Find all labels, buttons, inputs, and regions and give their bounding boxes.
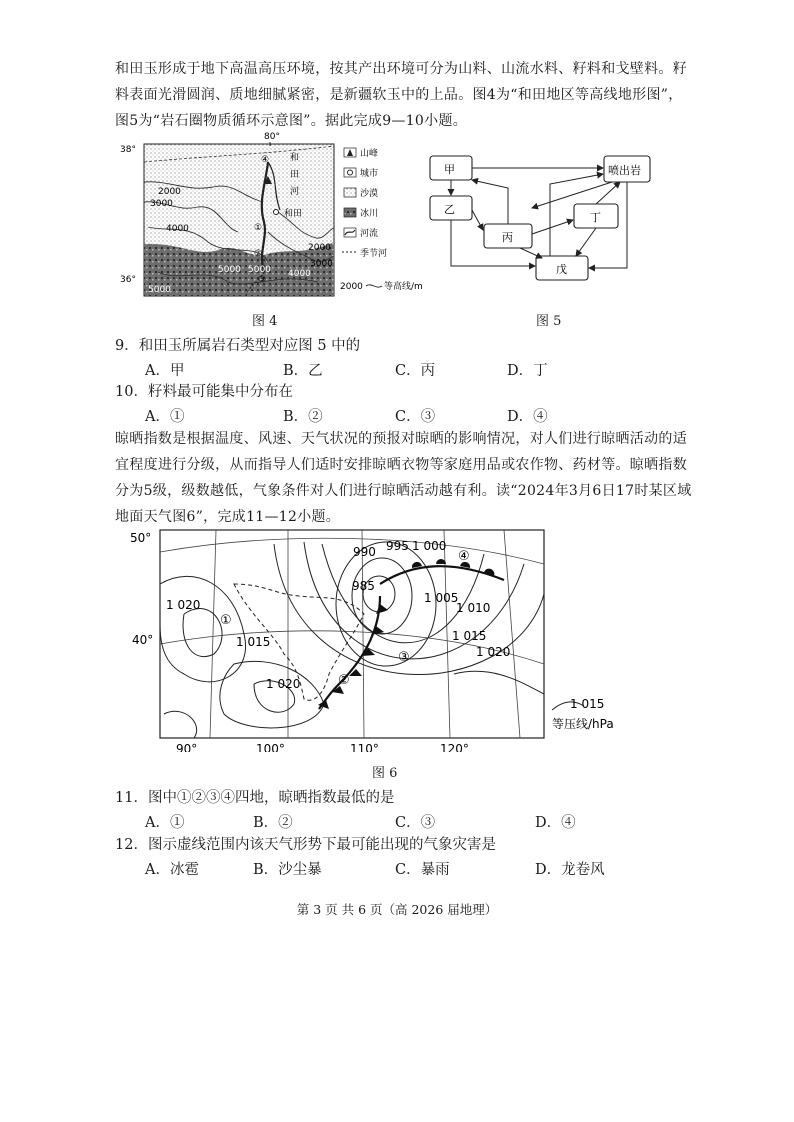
isobar-985: 985 <box>352 579 375 593</box>
contour-label: 4000 <box>288 269 311 279</box>
lon-90: 90° <box>176 742 198 752</box>
label-yi: 乙 <box>444 203 455 216</box>
q11-option-a[interactable]: A．① <box>145 815 185 831</box>
q10-option-d[interactable]: D．④ <box>507 409 548 425</box>
label-extrusive-rock: 喷出岩 <box>608 164 641 177</box>
legend-river: 河流 <box>360 229 379 239</box>
legend-city-icon <box>348 170 353 175</box>
q9-option-a[interactable]: A．甲 <box>145 363 185 379</box>
isobar-995: 995 <box>386 539 409 553</box>
contour-label: 5000 <box>218 265 241 275</box>
q10-option-c[interactable]: C．③ <box>395 409 436 425</box>
passage-hetian-jade: 和田玉形成于地下高温高压环境，按其产出环境可分为山料、山流水料、籽料和戈壁料。籽料表面光滑圆润、质地细腻紧密，是新疆软玉中的上品。图4为“和田地区等高线地形图”，图5为“岩石圈物质循环示意图”。据此完成9—10小题。 <box>115 61 687 129</box>
lat-40: 40° <box>132 633 154 647</box>
figure-4-caption: 图 4 <box>252 314 278 329</box>
question-9-stem: 9．和田玉所属岩石类型对应图 5 中的 <box>115 338 361 354</box>
city-icon <box>274 210 279 215</box>
question-11-stem: 11．图中①②③④四地，晾晒指数最低的是 <box>115 790 395 806</box>
lat-38: 38° <box>120 145 136 155</box>
figure-6-weather-map <box>124 524 644 752</box>
isobar-1000: 1 000 <box>412 539 447 553</box>
lat-36: 36° <box>120 275 136 285</box>
contour-label: 3000 <box>310 259 333 269</box>
legend-isobar-label: 等压线/hPa <box>552 717 614 731</box>
lon-100: 100° <box>256 742 285 752</box>
isobar-1020-south: 1 020 <box>266 677 301 691</box>
isobar-1020-east: 1 020 <box>476 645 511 659</box>
figure-5-caption: 图 5 <box>536 314 562 329</box>
figure-6-caption: 图 6 <box>372 766 398 781</box>
label-jia: 甲 <box>444 163 455 176</box>
page-footer: 第 3 页 共 6 页（高 2026 届地理） <box>296 902 498 917</box>
figure-4-contour-map <box>118 132 438 304</box>
q9-option-c[interactable]: C．丙 <box>395 363 436 379</box>
question-12-stem: 12．图示虚线范围内该天气形势下最可能出现的气象灾害是 <box>115 837 496 853</box>
legend-contour: 等高线/m <box>384 282 423 292</box>
site-2: ② <box>338 673 350 688</box>
q9-option-d[interactable]: D．丁 <box>507 363 548 379</box>
q11-option-b[interactable]: B．② <box>253 815 293 831</box>
site-2: ① <box>254 223 263 233</box>
figure-4-legend <box>340 147 423 292</box>
q11-option-d[interactable]: D．④ <box>535 815 576 831</box>
legend-desert: 沙漠 <box>360 189 379 199</box>
river-name-3: 河 <box>290 187 300 197</box>
contour-label: 3000 <box>150 199 173 209</box>
legend-contour-icon <box>366 285 382 287</box>
q12-option-b[interactable]: B．沙尘暴 <box>253 862 322 878</box>
contour-label: 4000 <box>166 224 189 234</box>
site-4: ④ <box>458 549 470 564</box>
contour-label: 5000 <box>248 265 271 275</box>
figure-5-rock-cycle <box>420 148 660 288</box>
lon-110: 110° <box>350 742 379 752</box>
contour-label: 2000 <box>158 187 181 197</box>
contour-label: 2000 <box>308 243 331 253</box>
q12-option-c[interactable]: C．暴雨 <box>395 862 450 878</box>
q11-option-c[interactable]: C．③ <box>395 815 436 831</box>
isobar-1015-west: 1 015 <box>236 635 271 649</box>
legend-glacier-swatch <box>344 208 356 217</box>
legend-desert-swatch <box>344 188 356 197</box>
legend-isobar-value: 1 015 <box>570 697 605 711</box>
legend-seasonal-river: 季节河 <box>360 249 388 259</box>
site-4: ③ <box>258 275 267 285</box>
question-10-stem: 10．籽料最可能集中分布在 <box>115 384 293 400</box>
river-name-1: 和 <box>290 153 300 163</box>
legend-contour-value: 2000 <box>340 282 363 292</box>
site-1: ④ <box>261 155 270 165</box>
q12-option-d[interactable]: D．龙卷风 <box>535 862 605 878</box>
isobar-1020-west: 1 020 <box>166 598 201 612</box>
river-name-2: 田 <box>290 170 300 180</box>
legend-city: 城市 <box>360 169 379 179</box>
isobar-1005: 1 005 <box>424 591 459 605</box>
label-ding: 丁 <box>590 211 601 224</box>
isobar-990: 990 <box>353 545 376 559</box>
label-wu: 戊 <box>556 263 567 276</box>
legend-peak: 山峰 <box>360 149 379 159</box>
lon-120: 120° <box>440 742 469 752</box>
city-label: 和田 <box>284 209 303 219</box>
contour-label: 5000 <box>148 285 171 295</box>
lat-50: 50° <box>130 531 152 545</box>
lon-80: 80° <box>264 132 280 142</box>
q12-option-a[interactable]: A．冰雹 <box>145 862 199 878</box>
label-bing: 丙 <box>502 231 513 244</box>
passage-drying-index: 晾晒指数是根据温度、风速、天气状况的预报对晾晒的影响情况，对人们进行晾晒活动的适宜程度进行分级，从而指导人们适时安排晾晒衣物等家庭用品或农作物、药材等。晾晒指数分为5级，级数越低，气象条件对人们进行晾晒活动越有利。读“2024年3月6日17时某区域地面天气图6”，完成11—12小题。 <box>115 431 692 525</box>
q9-option-b[interactable]: B．乙 <box>283 363 323 379</box>
site-1: ① <box>220 613 232 628</box>
isobar-1015-east: 1 015 <box>452 629 487 643</box>
legend-glacier: 冰川 <box>360 209 379 219</box>
isobar-1010: 1 010 <box>456 601 491 615</box>
q10-option-a[interactable]: A．① <box>145 409 185 425</box>
site-3: ② <box>254 249 263 259</box>
site-3: ③ <box>398 650 410 665</box>
q10-option-b[interactable]: B．② <box>283 409 323 425</box>
